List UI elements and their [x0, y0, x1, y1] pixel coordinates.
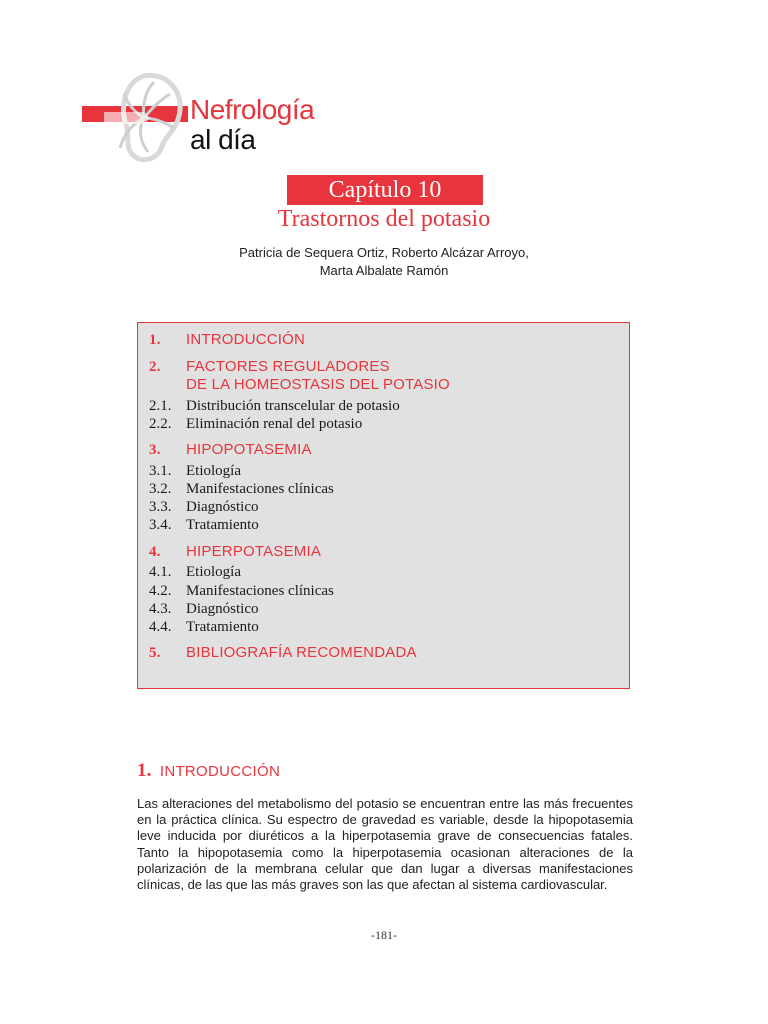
section-title: INTRODUCCIÓN	[159, 763, 281, 780]
toc-subsection-number: 3.2.	[149, 480, 172, 497]
toc-subsection-title: Distribución transcelular de potasio	[186, 397, 400, 414]
toc-subsection[interactable]	[149, 582, 629, 600]
journal-logo	[82, 68, 352, 168]
toc-subsection-number: 4.4.	[149, 619, 172, 636]
toc-subsection[interactable]	[149, 516, 629, 534]
toc-subsection-title: Tratamiento	[186, 517, 259, 534]
toc-section	[149, 331, 629, 350]
toc-subsection-number: 3.3.	[149, 499, 172, 516]
table-of-contents	[137, 322, 630, 689]
page-number: -181-	[371, 928, 397, 942]
toc-subsection[interactable]	[149, 563, 629, 581]
authors	[0, 244, 768, 280]
toc-subsection-title: Eliminación renal del potasio	[186, 415, 363, 432]
toc-subsection-number: 2.2.	[149, 415, 172, 432]
toc-section-title: HIPOPOTASEMIA	[186, 441, 312, 459]
toc-section-heading[interactable]	[149, 543, 629, 562]
body-paragraph: Las alteraciones del metabolismo del potasio se encuentran entre las más frecuentes en la práctica clínica. Su espectro de gravedad es variable, desde la hipopotasemia leve inducida por diuréticos a la hiperpotasemia grave de consecuencias fatales. Tanto la hipopotasemia como la hiperpotasemia ocasionan alteraciones de la polarización de la membrana celular que dan lugar a diversas manifestaciones clínicas, de las que las más graves son las que afectan al sistema cardiovascular.	[137, 796, 633, 893]
toc-subsection-title: Diagnóstico	[186, 600, 259, 617]
toc-subsection-title: Etiología	[186, 462, 241, 479]
toc-section-number: 3.	[149, 442, 161, 459]
toc-section-heading[interactable]	[149, 644, 629, 663]
toc-subsection-number: 4.1.	[149, 564, 172, 581]
authors-line: Patricia de Sequera Ortiz, Roberto Alcázar Arroyo,	[239, 245, 529, 260]
toc-subsection[interactable]	[149, 415, 629, 433]
toc-subsection-title: Etiología	[186, 564, 241, 581]
toc-subsection-title: Tratamiento	[186, 619, 259, 636]
toc-section-title: BIBLIOGRAFÍA RECOMENDADA	[186, 644, 417, 662]
toc-subsection[interactable]	[149, 498, 629, 516]
toc-section-heading[interactable]	[149, 358, 629, 395]
toc-subsection-number: 3.1.	[149, 462, 172, 479]
toc-subsection[interactable]	[149, 618, 629, 636]
toc-subsection[interactable]	[149, 480, 629, 498]
toc-section	[149, 543, 629, 637]
toc-section-number: 4.	[149, 543, 161, 560]
brand-title-line1: Nefrología	[190, 94, 315, 125]
toc-subsection-title: Diagnóstico	[186, 499, 259, 516]
toc-section-title: HIPERPOTASEMIA	[186, 542, 322, 560]
toc-section	[149, 441, 629, 535]
toc-subsection-number: 3.4.	[149, 517, 172, 534]
toc-section-title: FACTORES REGULADORES DE LA HOMEOSTASIS DEL POTASIO	[186, 357, 450, 393]
toc-subsection[interactable]	[149, 397, 629, 415]
toc-section-number: 1.	[149, 332, 161, 348]
chapter-label: Capítulo 10	[287, 175, 483, 205]
section-heading	[137, 760, 280, 782]
toc-subsection-title: Manifestaciones clínicas	[186, 582, 334, 599]
toc-section-number: 2.	[149, 358, 161, 375]
chapter-title: Trastornos del potasio	[277, 206, 491, 232]
toc-section-heading[interactable]	[149, 441, 629, 460]
toc-section-heading[interactable]	[149, 331, 629, 350]
brand-title-line2: al día	[190, 124, 256, 155]
toc-section	[149, 358, 629, 434]
toc-section-number: 5.	[149, 645, 161, 662]
kidney-vessel-icon	[104, 68, 194, 168]
toc-subsection[interactable]	[149, 600, 629, 618]
toc-subsection-number: 4.3.	[149, 600, 172, 617]
toc-subsection-number: 2.1.	[149, 397, 172, 414]
authors-line: Marta Albalate Ramón	[319, 263, 449, 278]
toc-subsection-number: 4.2.	[149, 582, 172, 599]
toc-subsection-title: Manifestaciones clínicas	[186, 480, 334, 497]
toc-subsection[interactable]	[149, 462, 629, 480]
toc-section-title: INTRODUCCIÓN	[186, 331, 306, 348]
toc-section	[149, 644, 629, 663]
section-number: 1.	[137, 760, 152, 781]
